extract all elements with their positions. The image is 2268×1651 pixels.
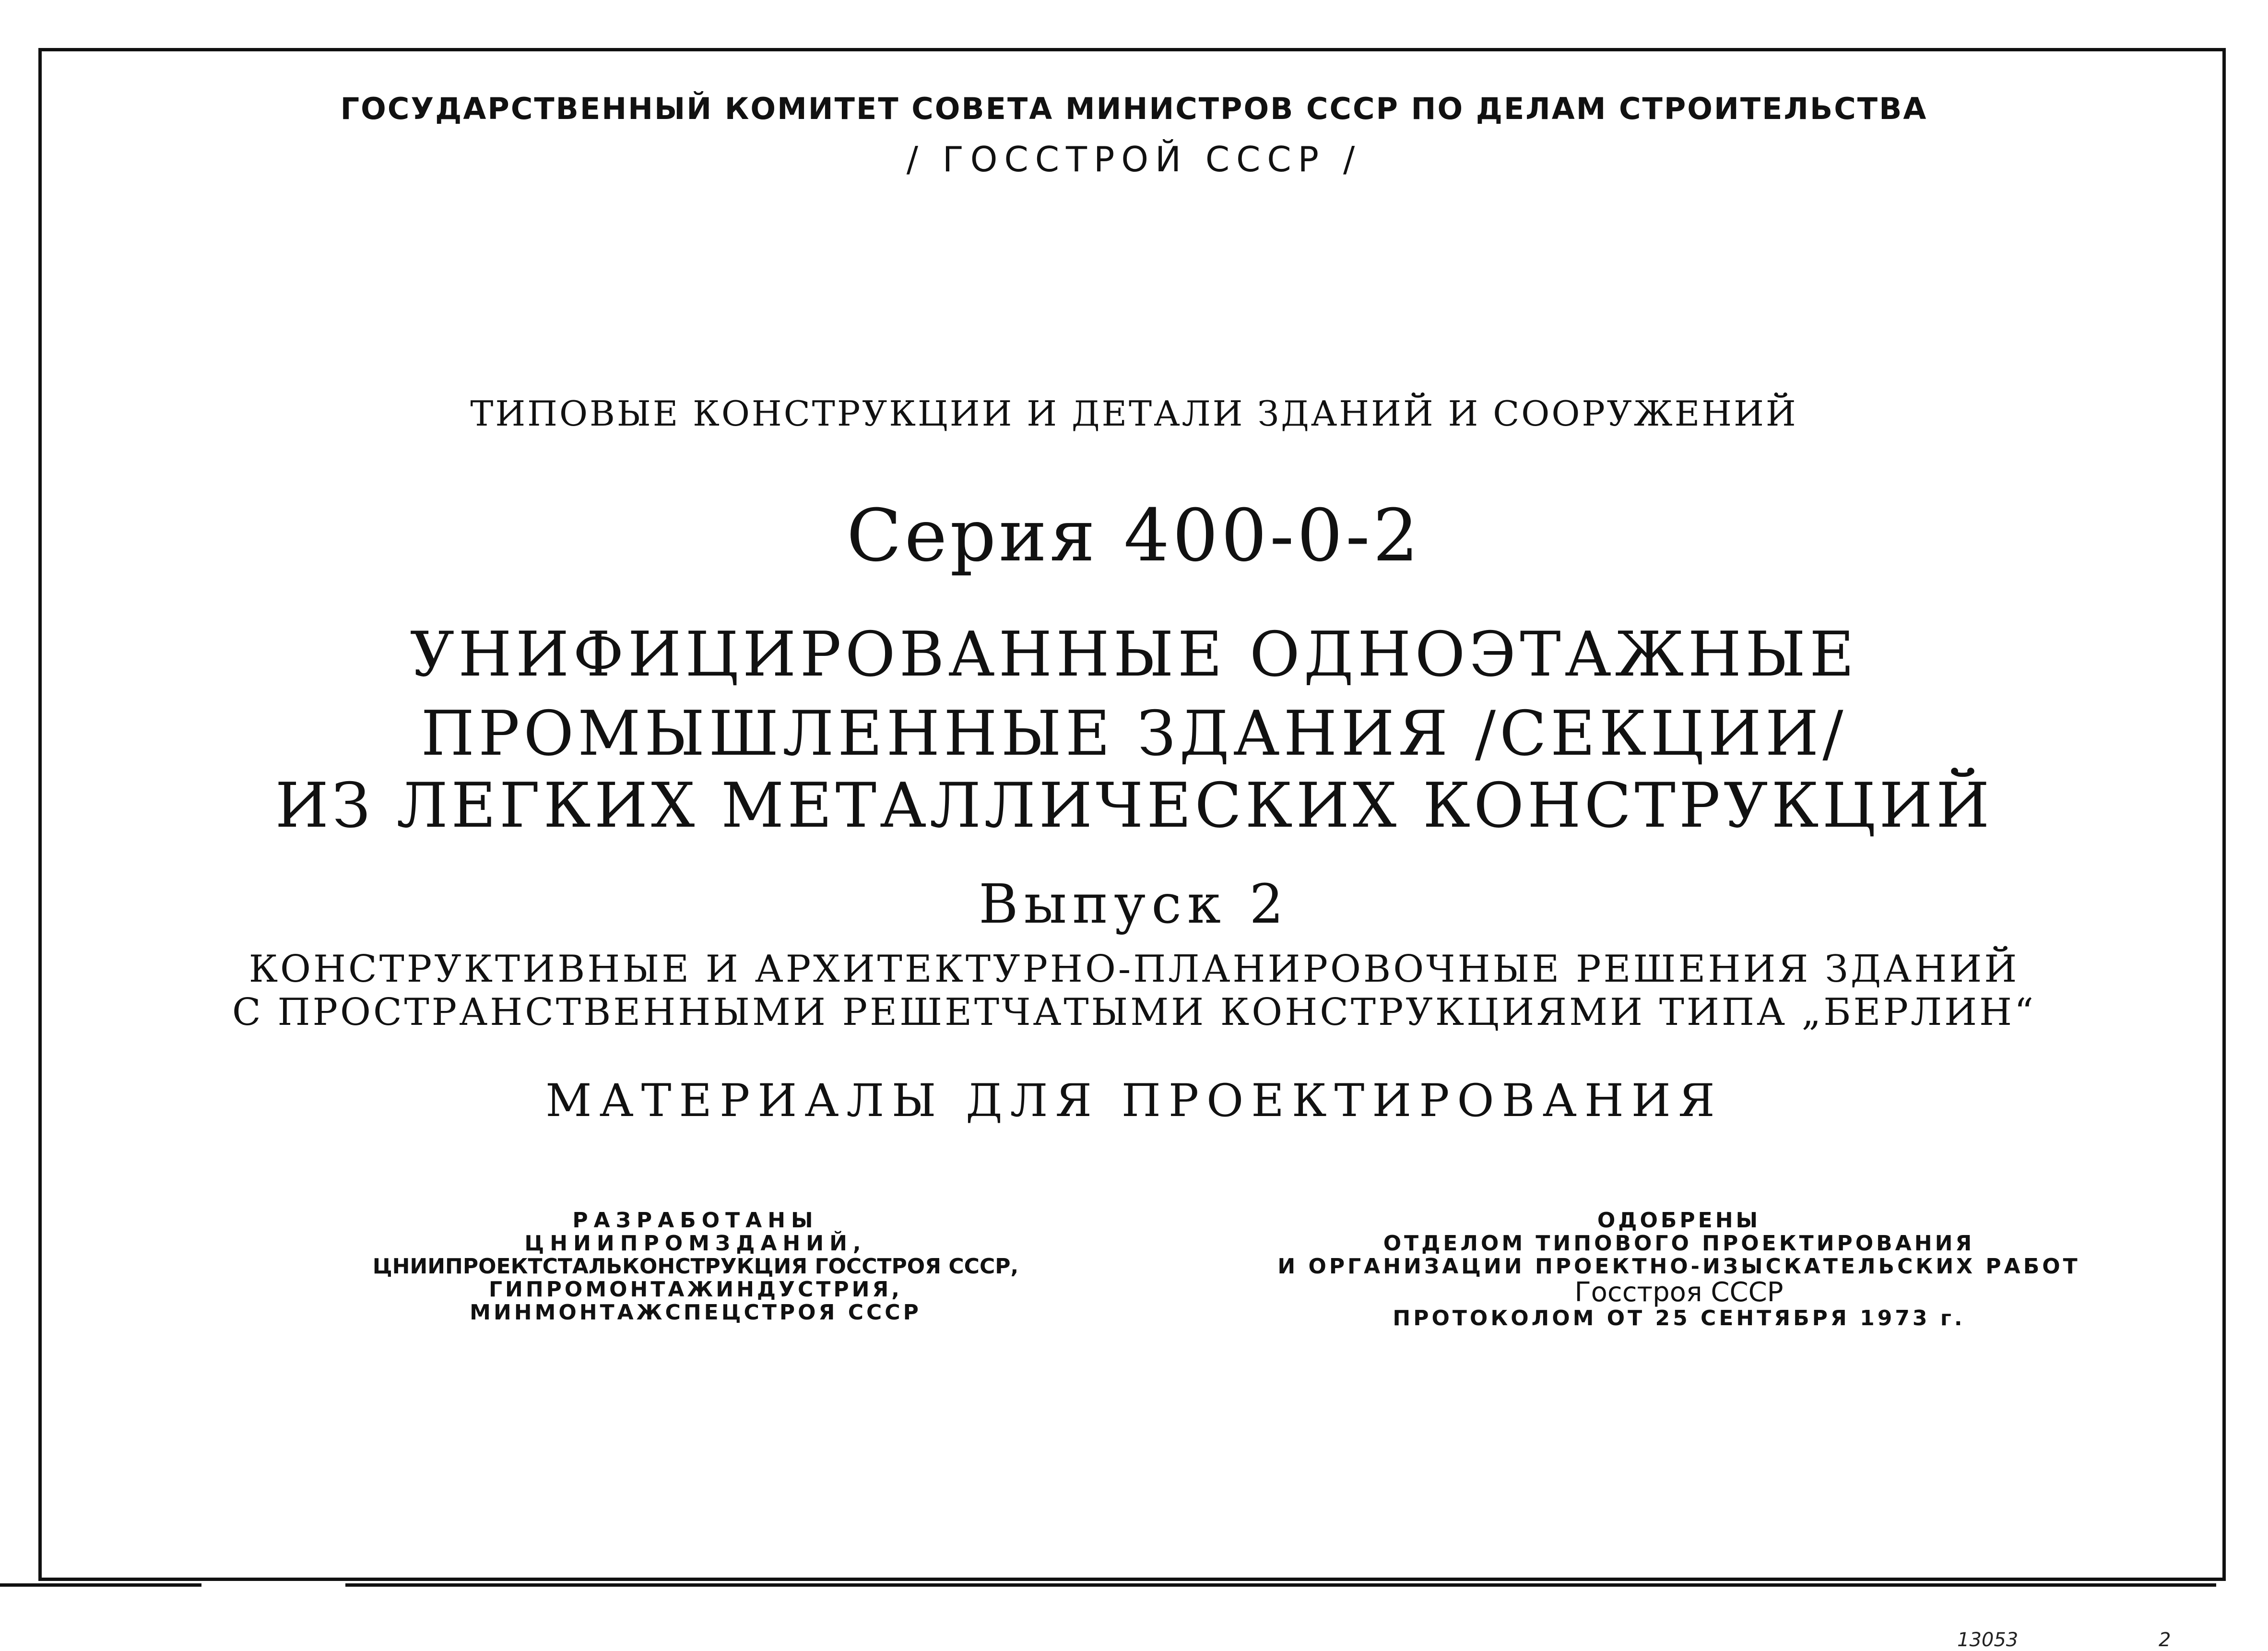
developed-org-2: ЦНИИПРОЕКТСТАЛЬКОНСТРУКЦИЯ ГОССТРОЯ СССР, [372,1254,1019,1279]
developed-by-block [336,1209,1055,1324]
document-title-line-1: УНИФИЦИРОВАННЫЕ ОДНОЭТАЖНЫЕ [410,619,1858,690]
series-number: Серия 400-0-2 [846,494,1422,578]
bottom-rule-right [345,1583,2216,1587]
developed-org-1: ЦНИИПРОМЗДАНИЙ, [524,1231,867,1256]
bottom-rule-left [0,1583,201,1587]
approved-agency: Госстроя СССР [1574,1277,1784,1308]
approved-by-block [1247,1209,2111,1330]
issue-number: Выпуск 2 [979,873,1289,936]
document-number: 13053 [1957,1629,2019,1651]
approved-dept-2: И ОРГАНИЗАЦИИ ПРОЕКТНО-ИЗЫСКАТЕЛЬСКИХ РАБОТ [1277,1254,2080,1279]
collection-title: ТИПОВЫЕ КОНСТРУКЦИИ И ДЕТАЛИ ЗДАНИЙ И СООРУЖЕНИЙ [470,393,1798,434]
issue-subtitle-line-2: С ПРОСТРАНСТВЕННЫМИ РЕШЕТЧАТЫМИ КОНСТРУКЦИЯМИ ТИПА „БЕРЛИН“ [232,991,2036,1034]
approved-dept-1: ОТДЕЛОМ ТИПОВОГО ПРОЕКТИРОВАНИЯ [1383,1231,1975,1256]
approved-label: ОДОБРЕНЫ [1597,1208,1761,1233]
approved-protocol: ПРОТОКОЛОМ ОТ 25 СЕНТЯБРЯ 1973 г. [1393,1306,1965,1330]
developed-label: РАЗРАБОТАНЫ [572,1208,819,1233]
materials-heading: МАТЕРИАЛЫ ДЛЯ ПРОЕКТИРОВАНИЯ [545,1075,1723,1127]
document-title-line-2: ПРОМЫШЛЕННЫЕ ЗДАНИЯ /СЕКЦИИ/ [421,698,1847,770]
sheet-number: 2 [2159,1629,2171,1651]
document-title-line-3: ИЗ ЛЕГКИХ МЕТАЛЛИЧЕСКИХ КОНСТРУКЦИЙ [275,770,1993,842]
developed-org-3: ГИПРОМОНТАЖИНДУСТРИЯ, [488,1277,902,1302]
agency-short-name: / ГОССТРОЙ СССР / [906,139,1362,179]
developed-org-4: МИНМОНТАЖСПЕЦСТРОЯ СССР [470,1300,921,1325]
issue-subtitle-line-1: КОНСТРУКТИВНЫЕ И АРХИТЕКТУРНО-ПЛАНИРОВОЧНЫЕ РЕШЕНИЯ ЗДАНИЙ [248,948,2020,991]
agency-name: ГОСУДАРСТВЕННЫЙ КОМИТЕТ СОВЕТА МИНИСТРОВ СССР ПО ДЕЛАМ СТРОИТЕЛЬСТВА [340,91,1928,126]
